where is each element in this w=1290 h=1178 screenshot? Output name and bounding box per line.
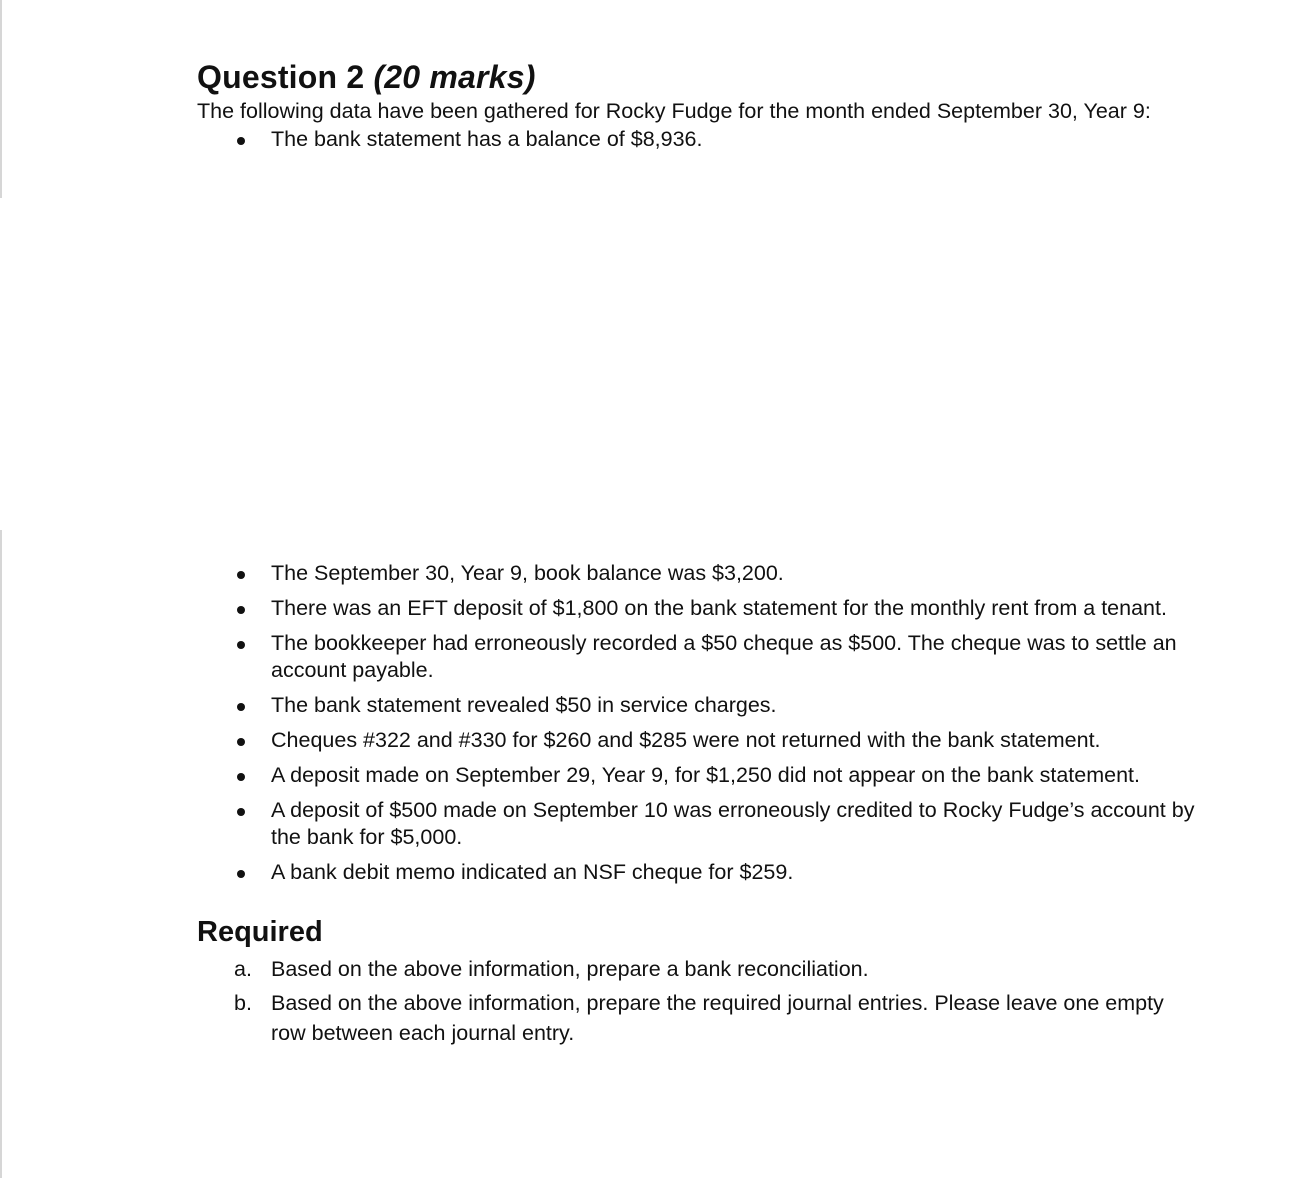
bullet-icon [237, 571, 245, 579]
list-item-text: The September 30, Year 9, book balance was $3,200. [271, 561, 784, 585]
bullet-icon [237, 808, 245, 816]
bullet-icon [237, 870, 245, 878]
required-item-letter: b. [234, 991, 252, 1015]
bullet-icon [237, 641, 245, 649]
required-item [197, 988, 1197, 1048]
question-section-bottom [197, 560, 1197, 1052]
data-list-top [197, 126, 1197, 153]
list-item [197, 692, 1197, 719]
required-item-letter: a. [234, 957, 252, 981]
list-item-text: Cheques #322 and #330 for $260 and $285 were not returned with the bank statement. [271, 728, 1101, 752]
list-item [197, 762, 1197, 789]
required-heading: Required [197, 916, 323, 948]
question-title [197, 58, 1197, 96]
list-item-text: The bank statement has a balance of $8,936. [271, 127, 703, 151]
bullet-icon [237, 703, 245, 711]
question-section-top [197, 58, 1197, 161]
data-list-bottom [197, 560, 1197, 886]
list-item-text: A deposit made on September 29, Year 9, for $1,250 did not appear on the bank statement. [271, 763, 1140, 787]
list-item-text: A deposit of $500 made on September 10 was erroneously credited to Rocky Fudge’s account by the bank for $5,000. [271, 798, 1195, 849]
list-item [197, 797, 1197, 851]
page-edge-top [0, 0, 2, 198]
required-item-text: Based on the above information, prepare the required journal entries. Please leave one empty row between each journal entry. [271, 991, 1164, 1045]
list-item-text: A bank debit memo indicated an NSF cheque for $259. [271, 860, 794, 884]
list-item [197, 630, 1197, 684]
bullet-icon [237, 738, 245, 746]
page-edge-bottom [0, 530, 2, 1178]
question-number: Question 2 [197, 59, 365, 95]
list-item-text: The bank statement revealed $50 in service charges. [271, 693, 777, 717]
list-item-text: There was an EFT deposit of $1,800 on the bank statement for the monthly rent from a tenant. [271, 596, 1167, 620]
question-intro: The following data have been gathered for Rocky Fudge for the month ended September 30, Year 9: [197, 99, 1151, 123]
list-item [197, 727, 1197, 754]
bullet-icon [237, 137, 245, 145]
required-item-text: Based on the above information, prepare a bank reconciliation. [271, 957, 869, 981]
required-item [197, 954, 1197, 984]
list-item [197, 859, 1197, 886]
question-marks: (20 marks) [373, 59, 536, 95]
list-item-text: The bookkeeper had erroneously recorded a $50 cheque as $500. The cheque was to settle an account payable. [271, 631, 1177, 682]
bullet-icon [237, 773, 245, 781]
bullet-icon [237, 606, 245, 614]
list-item [197, 126, 1197, 153]
list-item [197, 560, 1197, 587]
list-item [197, 595, 1197, 622]
required-list [197, 954, 1197, 1048]
